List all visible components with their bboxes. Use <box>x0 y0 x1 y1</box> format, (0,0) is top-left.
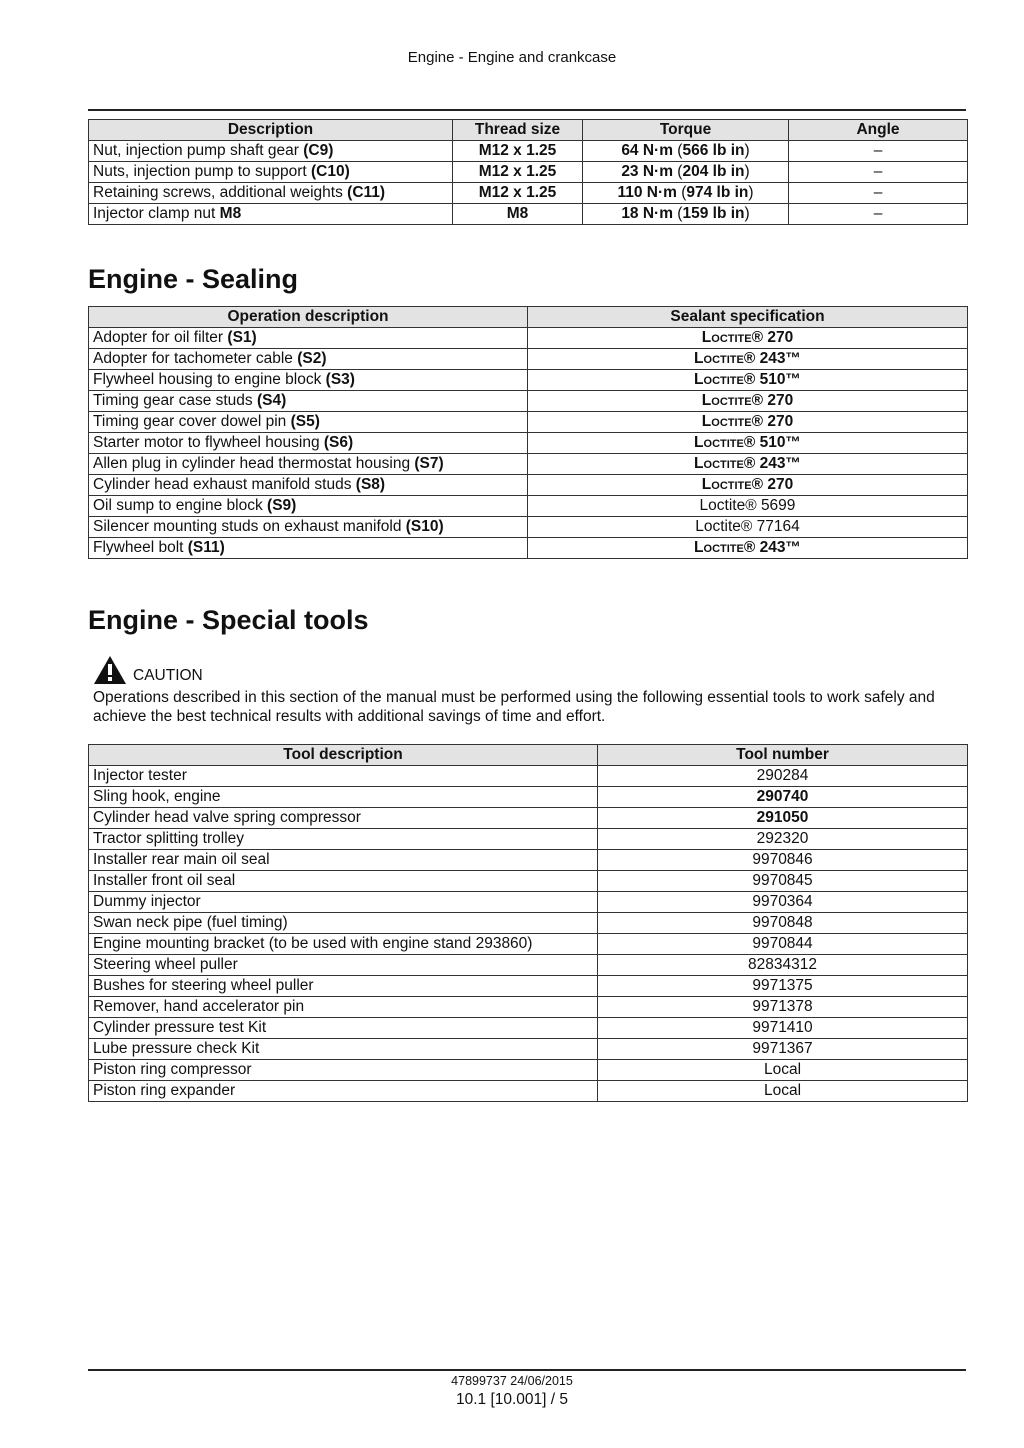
sealant-spec-cell <box>528 475 968 496</box>
sealant-spec: Loctite® 5699 <box>699 497 796 514</box>
table-row <box>89 141 968 162</box>
torque-table-header <box>89 120 968 141</box>
torque-lbin: 159 lb in <box>682 205 745 222</box>
footer-page-reference: 10.1 [10.001] / 5 <box>455 1391 569 1408</box>
tool-number-cell: 9970364 <box>598 892 968 913</box>
sealant-code: (S5) <box>290 413 320 430</box>
operation-cell <box>89 454 528 475</box>
caution-notice <box>93 651 963 726</box>
table-row <box>89 454 968 475</box>
operation-cell <box>89 412 528 433</box>
sealant-spec: Loctite® 270 <box>701 413 794 430</box>
operation-text: Adopter for tachometer cable <box>93 350 298 367</box>
tool-description-cell: Tractor splitting trolley <box>89 829 598 850</box>
tool-number-cell: 82834312 <box>598 955 968 976</box>
table-row <box>89 997 968 1018</box>
thread-size-cell: M12 x 1.25 <box>453 183 583 204</box>
tool-description-cell: Cylinder pressure test Kit <box>89 1018 598 1039</box>
caution-text: Operations described in this section of the manual must be performed using the following essential tools to work safely and achieve the best technical results with additional savings of time and effort. <box>93 689 935 725</box>
sealant-spec: Loctite® 270 <box>701 392 794 409</box>
column-header: Description <box>89 120 453 141</box>
table-row <box>89 412 968 433</box>
table-row <box>89 391 968 412</box>
table-row <box>89 829 968 850</box>
sealant-spec: Loctite® 77164 <box>695 518 800 535</box>
table-row <box>89 517 968 538</box>
torque-lbin: 204 lb in <box>682 163 745 180</box>
sealant-spec: Loctite® 243™ <box>694 539 801 556</box>
warning-triangle-icon <box>93 655 127 685</box>
tool-number-cell: 9970844 <box>598 934 968 955</box>
sealant-spec-cell <box>528 412 968 433</box>
tool-number-cell: 9971410 <box>598 1018 968 1039</box>
sealant-spec-cell <box>528 496 968 517</box>
tool-number-cell: 290284 <box>598 766 968 787</box>
sealant-spec: Loctite® 243™ <box>694 350 801 367</box>
tool-description-cell: Installer rear main oil seal <box>89 850 598 871</box>
table-row <box>89 433 968 454</box>
tool-description-cell: Piston ring expander <box>89 1081 598 1102</box>
angle-cell: – <box>789 183 968 204</box>
description-cell <box>89 183 453 204</box>
sealant-code: (S6) <box>323 434 354 451</box>
section-heading-sealing: Engine - Sealing <box>88 264 299 294</box>
torque-cell: 110 N·m (974 lb in) <box>583 183 789 204</box>
torque-cell: 23 N·m (204 lb in) <box>583 162 789 183</box>
tool-description-cell: Injector tester <box>89 766 598 787</box>
column-header: Tool number <box>598 745 968 766</box>
table-row <box>89 1081 968 1102</box>
tool-number-cell: 9970846 <box>598 850 968 871</box>
description-text: Nut, injection pump shaft gear <box>93 142 304 159</box>
sealant-spec: Loctite® 270 <box>701 329 794 346</box>
sealant-spec-cell <box>528 328 968 349</box>
sealant-code: (S3) <box>325 371 355 388</box>
operation-cell <box>89 433 528 454</box>
table-row <box>89 204 968 225</box>
column-header: Operation description <box>89 307 528 328</box>
table-row <box>89 850 968 871</box>
thread-size-cell: M8 <box>453 204 583 225</box>
tool-description-cell: Engine mounting bracket (to be used with engine stand 293860) <box>89 934 598 955</box>
tool-description-cell: Sling hook, engine <box>89 787 598 808</box>
sealant-spec: Loctite® 510™ <box>694 371 801 388</box>
column-header: Sealant specification <box>528 307 968 328</box>
sealant-spec-cell <box>528 391 968 412</box>
operation-text: Silencer mounting studs on exhaust manifold <box>93 518 406 535</box>
tool-number-cell: Local <box>598 1060 968 1081</box>
operation-cell <box>89 349 528 370</box>
sealant-code: (S2) <box>297 350 327 367</box>
angle-cell: – <box>789 204 968 225</box>
sealant-spec: Loctite® 510™ <box>694 434 801 451</box>
sealant-code: (S10) <box>405 518 444 535</box>
tool-description-cell: Piston ring compressor <box>89 1060 598 1081</box>
operation-cell <box>89 517 528 538</box>
component-code: (C10) <box>310 163 350 180</box>
table-row <box>89 787 968 808</box>
tools-table-header <box>89 745 968 766</box>
sealant-code: (S11) <box>187 539 225 556</box>
operation-text: Cylinder head exhaust manifold studs <box>93 476 356 493</box>
tool-description-cell: Lube pressure check Kit <box>89 1039 598 1060</box>
description-text: Injector clamp nut <box>93 205 220 222</box>
torque-cell: 18 N·m (159 lb in) <box>583 204 789 225</box>
operation-cell <box>89 496 528 517</box>
sealant-code: (S1) <box>227 329 257 346</box>
operation-text: Timing gear cover dowel pin <box>93 413 291 430</box>
description-cell <box>89 204 453 225</box>
table-row <box>89 955 968 976</box>
tool-description-cell: Bushes for steering wheel puller <box>89 976 598 997</box>
operation-text: Flywheel housing to engine block <box>93 371 326 388</box>
description-text: Nuts, injection pump to support <box>93 163 311 180</box>
sealant-code: (S7) <box>414 455 444 472</box>
operation-text: Allen plug in cylinder head thermostat housing <box>93 455 415 472</box>
operation-cell <box>89 328 528 349</box>
description-cell <box>89 162 453 183</box>
table-row <box>89 871 968 892</box>
table-row <box>89 183 968 204</box>
table-row <box>89 976 968 997</box>
tool-description-cell: Installer front oil seal <box>89 871 598 892</box>
tool-number-cell: 9971367 <box>598 1039 968 1060</box>
component-code: (C9) <box>303 142 334 159</box>
column-header: Torque <box>583 120 789 141</box>
page-header-title: Engine - Engine and crankcase <box>407 49 617 66</box>
table-row <box>89 370 968 391</box>
torque-table <box>88 119 968 225</box>
table-row <box>89 1018 968 1039</box>
torque-lbin: 974 lb in <box>686 184 749 201</box>
tool-number-cell: 292320 <box>598 829 968 850</box>
sealant-code: (S8) <box>355 476 386 493</box>
sealant-spec-cell <box>528 538 968 559</box>
sealant-spec-cell <box>528 454 968 475</box>
table-row <box>89 349 968 370</box>
tool-description-cell: Cylinder head valve spring compressor <box>89 808 598 829</box>
sealing-table-header <box>89 307 968 328</box>
thread-size-cell: M12 x 1.25 <box>453 162 583 183</box>
tool-number-cell: 291050 <box>598 808 968 829</box>
table-row <box>89 1060 968 1081</box>
section-heading-special-tools: Engine - Special tools <box>88 605 369 635</box>
operation-cell <box>89 475 528 496</box>
header-rule <box>88 109 966 111</box>
component-code: M8 <box>219 205 242 222</box>
torque-cell: 64 N·m (566 lb in) <box>583 141 789 162</box>
table-row <box>89 808 968 829</box>
table-row <box>89 934 968 955</box>
tool-number-cell: Local <box>598 1081 968 1102</box>
operation-text: Flywheel bolt <box>93 539 188 556</box>
operation-text: Starter motor to flywheel housing <box>93 434 324 451</box>
footer-document-code: 47899737 24/06/2015 <box>451 1374 573 1388</box>
tools-table <box>88 744 968 1102</box>
tool-number-cell: 9971378 <box>598 997 968 1018</box>
description-text: Retaining screws, additional weights <box>93 184 348 201</box>
sealant-spec-cell <box>528 370 968 391</box>
torque-lbin: 566 lb in <box>682 142 745 159</box>
table-row <box>89 496 968 517</box>
sealant-spec-cell <box>528 517 968 538</box>
column-header: Angle <box>789 120 968 141</box>
tool-number-cell: 290740 <box>598 787 968 808</box>
table-row <box>89 1039 968 1060</box>
table-row <box>89 162 968 183</box>
operation-text: Adopter for oil filter <box>93 329 228 346</box>
torque-nm: 23 N·m <box>621 163 673 180</box>
table-row <box>89 475 968 496</box>
description-cell <box>89 141 453 162</box>
operation-cell <box>89 538 528 559</box>
sealant-code: (S4) <box>256 392 287 409</box>
tool-number-cell: 9970848 <box>598 913 968 934</box>
tool-description-cell: Dummy injector <box>89 892 598 913</box>
tool-description-cell: Swan neck pipe (fuel timing) <box>89 913 598 934</box>
table-row <box>89 892 968 913</box>
operation-text: Oil sump to engine block <box>93 497 268 514</box>
tool-description-cell: Remover, hand accelerator pin <box>89 997 598 1018</box>
table-row <box>89 538 968 559</box>
sealant-spec-cell <box>528 433 968 454</box>
component-code: (C11) <box>347 184 386 201</box>
tool-description-cell: Steering wheel puller <box>89 955 598 976</box>
operation-cell <box>89 370 528 391</box>
table-row <box>89 913 968 934</box>
torque-nm: 64 N·m <box>621 142 673 159</box>
torque-nm: 18 N·m <box>621 205 673 222</box>
tool-number-cell: 9971375 <box>598 976 968 997</box>
column-header: Thread size <box>453 120 583 141</box>
sealant-spec-cell <box>528 349 968 370</box>
table-row <box>89 766 968 787</box>
thread-size-cell: M12 x 1.25 <box>453 141 583 162</box>
operation-cell <box>89 391 528 412</box>
sealant-spec: Loctite® 270 <box>701 476 794 493</box>
sealant-code: (S9) <box>267 497 297 514</box>
operation-text: Timing gear case studs <box>93 392 257 409</box>
torque-nm: 110 N·m <box>617 184 677 201</box>
sealant-spec: Loctite® 243™ <box>694 455 801 472</box>
column-header: Tool description <box>89 745 598 766</box>
angle-cell: – <box>789 141 968 162</box>
caution-label: CAUTION <box>133 667 203 684</box>
sealing-table <box>88 306 968 559</box>
footer-rule <box>88 1369 966 1371</box>
angle-cell: – <box>789 162 968 183</box>
table-row <box>89 328 968 349</box>
tool-number-cell: 9970845 <box>598 871 968 892</box>
